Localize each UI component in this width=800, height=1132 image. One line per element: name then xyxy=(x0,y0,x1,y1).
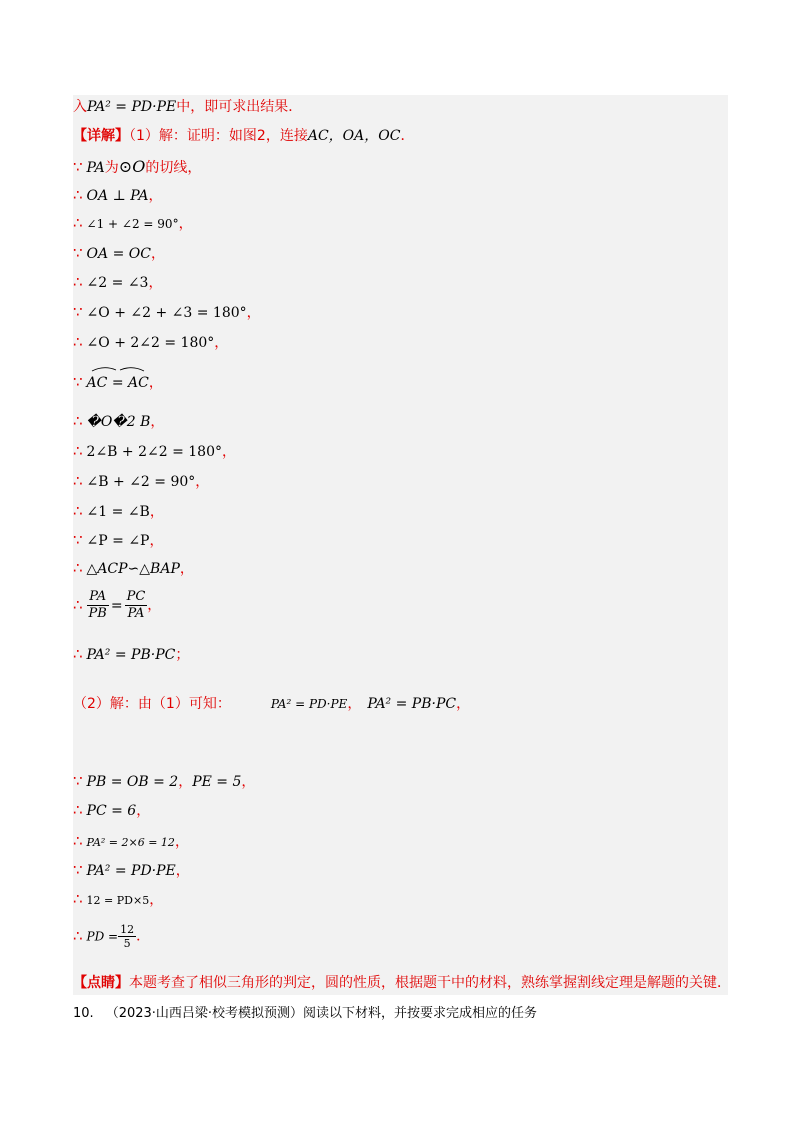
therefore-symbol: ∴ xyxy=(73,472,83,490)
formula: OA ⊥ PA xyxy=(86,188,149,204)
because-symbol: ∵ xyxy=(73,772,83,790)
fraction xyxy=(125,589,148,622)
solution-line-13 xyxy=(73,501,164,522)
question-text: （2023·山西吕梁·校考模拟预测）阅读以下材料，并按要求完成相应的任务 xyxy=(105,1006,538,1021)
text: （2）解：由（1）可知： xyxy=(73,696,231,712)
solution-line-16 xyxy=(73,589,161,622)
formula: AC = AC xyxy=(86,375,149,391)
text: （1）解：证明：如图2，连接 xyxy=(129,128,308,144)
text: 的切线， xyxy=(145,160,202,176)
detail-tag: 【详解】 xyxy=(73,128,129,144)
text: ， xyxy=(178,216,193,232)
formula: ∠P = ∠P xyxy=(86,533,150,549)
formula: PE = 5 xyxy=(192,774,242,790)
formula: PA² = PD·PE xyxy=(87,99,177,115)
solution-line-25 xyxy=(73,973,731,993)
text: ， xyxy=(178,774,193,790)
solution-line-15 xyxy=(73,558,194,579)
solution-line-11 xyxy=(73,441,236,462)
text: ， xyxy=(147,597,162,614)
solution-line-12 xyxy=(73,471,209,492)
because-symbol: ∵ xyxy=(73,373,83,391)
formula: ∠B + ∠2 = 90° xyxy=(86,474,196,490)
text: ， xyxy=(136,803,151,819)
text: ； xyxy=(175,647,190,663)
formula: PA² = PB·PC xyxy=(86,647,176,663)
solution-line-4 xyxy=(73,213,193,234)
formula: PD = xyxy=(86,929,119,944)
formula: PA² = PB·PC xyxy=(367,696,457,712)
therefore-symbol: ∴ xyxy=(73,502,83,520)
solution-line-6 xyxy=(73,272,162,293)
text: 中，即可求出结果． xyxy=(176,99,303,115)
formula: ∠1 + ∠2 = 90° xyxy=(86,217,179,231)
text: ， xyxy=(149,533,164,549)
solution-line-24 xyxy=(73,923,150,950)
therefore-symbol: ∴ xyxy=(73,559,83,577)
formula: AC，OA，OC xyxy=(307,128,401,144)
because-symbol: ∵ xyxy=(73,244,83,262)
text: ， xyxy=(148,188,163,204)
text: ， xyxy=(148,375,163,391)
fraction xyxy=(87,589,109,622)
therefore-symbol: ∴ xyxy=(73,926,83,945)
formula: PC = 6 xyxy=(86,803,137,819)
comment-tag: 【点睛】 xyxy=(73,975,129,991)
denominator: PB xyxy=(88,606,107,621)
text: ， xyxy=(148,275,163,291)
formula: PA² = PD·PE xyxy=(270,697,348,711)
formula: ∠1 = ∠B xyxy=(86,504,150,520)
text: ． xyxy=(136,928,151,945)
text: ， xyxy=(179,561,194,577)
text: ， xyxy=(174,834,189,850)
solution-line-2 xyxy=(73,157,201,178)
denominator: 5 xyxy=(123,937,131,950)
arc-mark-icon xyxy=(90,364,146,372)
formula: �O�2 B xyxy=(86,414,151,430)
therefore-symbol: ∴ xyxy=(73,273,83,291)
formula: ∠O + 2∠2 = 180° xyxy=(86,335,215,351)
therefore-symbol: ∴ xyxy=(73,186,83,204)
solution-line-17 xyxy=(73,644,189,665)
therefore-symbol: ∴ xyxy=(73,442,83,460)
text: 入 xyxy=(73,99,87,115)
solution-line-5 xyxy=(73,243,165,264)
therefore-symbol: ∴ xyxy=(73,832,83,850)
formula: PA² = 2×6 = 12 xyxy=(86,836,175,849)
formula: ∠2 = ∠3 xyxy=(86,275,149,291)
therefore-symbol: ∴ xyxy=(73,333,83,351)
text: ， xyxy=(175,863,190,879)
formula: PA xyxy=(86,160,105,176)
solution-line-8 xyxy=(73,332,228,353)
text: ， xyxy=(347,696,362,712)
solution-line-23 xyxy=(73,889,163,911)
text: ， xyxy=(150,246,165,262)
therefore-symbol: ∴ xyxy=(73,595,83,614)
text: ， xyxy=(150,414,165,430)
equals-sign: = xyxy=(110,597,123,614)
text: ， xyxy=(149,504,164,520)
formula: 2∠B + 2∠2 = 180° xyxy=(86,444,223,460)
solution-line-10 xyxy=(73,411,164,432)
solution-line-7 xyxy=(73,302,261,323)
question-number: 10. xyxy=(73,1006,94,1021)
because-symbol: ∵ xyxy=(73,303,83,321)
text: ， xyxy=(195,474,210,490)
text: ． xyxy=(400,128,415,144)
therefore-symbol: ∴ xyxy=(73,412,83,430)
because-symbol: ∵ xyxy=(73,861,83,879)
numerator: PA xyxy=(87,589,109,606)
because-symbol: ∵ xyxy=(73,158,83,176)
text: ， xyxy=(456,696,471,712)
formula: OA = OC xyxy=(86,246,151,262)
therefore-symbol: ∴ xyxy=(73,645,83,663)
therefore-symbol: ∴ xyxy=(73,801,83,819)
next-question xyxy=(73,1002,537,1021)
solution-line-18 xyxy=(73,694,470,714)
denominator: PA xyxy=(127,606,145,621)
numerator: PC xyxy=(126,589,146,604)
text: 为 xyxy=(104,160,119,176)
formula: PA² = PD·PE xyxy=(86,863,176,879)
therefore-symbol: ∴ xyxy=(73,890,83,908)
solution-line-0 xyxy=(73,97,302,117)
text: ， xyxy=(214,335,229,351)
text: ， xyxy=(149,892,164,908)
solution-line-1 xyxy=(73,126,414,146)
text: 本题考查了相似三角形的判定，圆的性质，根据题干中的材料，熟练掌握割线定理是解题的关键． xyxy=(129,975,731,991)
numerator: 12 xyxy=(120,923,135,936)
text: ， xyxy=(241,774,256,790)
solution-line-20 xyxy=(73,800,150,821)
therefore-symbol: ∴ xyxy=(73,214,83,232)
solution-line-19 xyxy=(73,771,255,792)
fraction xyxy=(118,923,136,950)
formula: ∠O + ∠2 + ∠3 = 180° xyxy=(86,305,247,321)
text: ， xyxy=(246,305,261,321)
formula: 12 = PD×5 xyxy=(86,894,150,907)
because-symbol: ∵ xyxy=(73,531,83,549)
text: ， xyxy=(222,444,237,460)
solution-line-14 xyxy=(73,530,163,551)
solution-line-22 xyxy=(73,860,190,881)
solution-line-3 xyxy=(73,185,162,206)
formula: ⊙O xyxy=(118,157,146,176)
solution-line-9 xyxy=(73,372,163,393)
formula: △ACP∽△BAP xyxy=(86,561,180,577)
solution-line-21 xyxy=(73,831,189,853)
formula: PB = OB = 2 xyxy=(86,774,179,790)
